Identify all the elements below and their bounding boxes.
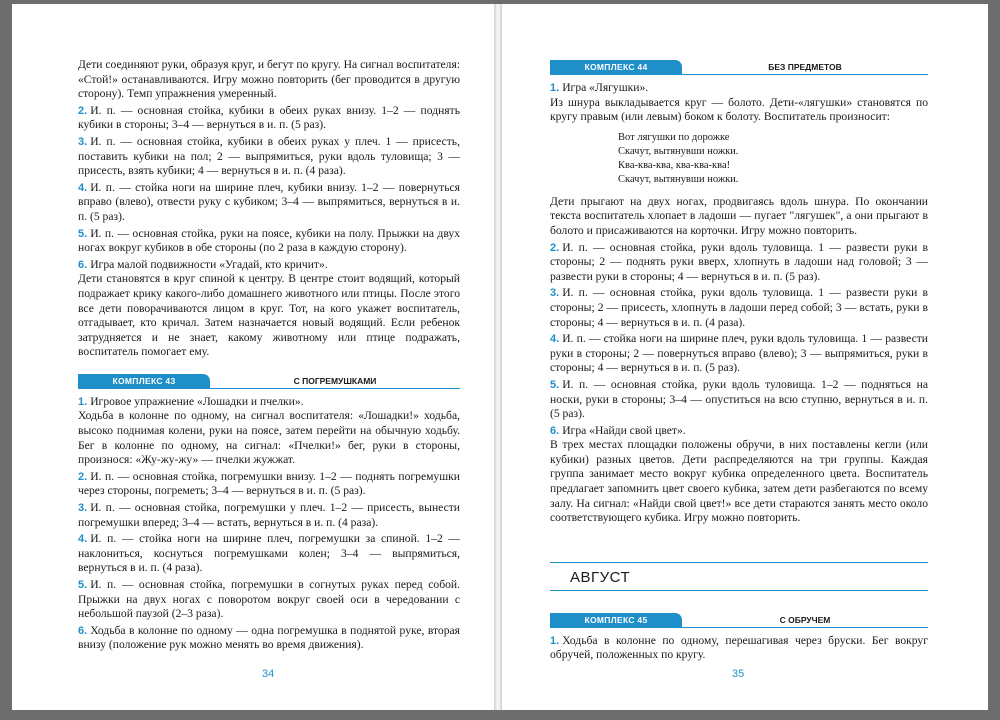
items-list-c [550,241,928,439]
list-item: 1. Ходьба в колонне по одному, перешагивая через бруски. Бег вокруг обручей, положенных по кругу. [550,633,928,662]
list-item: 3. И. п. — основная стойка, руки вдоль туловища. 1 — развести руки в стороны; 2 — присесть, хлопнуть в ладоши перед собой; 3 — встать, руки в стороны; 4 — вернуться в и. п. (4 раза). [550,286,928,329]
list-item: 3. И. п. — основная стойка, погремушки у плеч. 1–2 — присесть, вынести погремушки вперед; 3–4 — встать, вернуться в и. п. (4 раза). [78,501,460,529]
exercise-description: Дети прыгают на двух ногах, продвигаясь вдоль шнура. По окончании текста воспитатель хлопает в ладоши — пугает "лягушек", а они прыгают в болото и присаживаются на корточки. Игру можно повторить. [550,194,928,237]
list-item: 2. И. п. — основная стойка, кубики в обеих руках внизу. 1–2 — поднять кубики в стороны; 3–4 — вернуться в и. п. (5 раз). [78,103,460,132]
complex-44-header [550,60,928,75]
items-list-b [78,470,460,653]
items-list-a [78,104,460,273]
complex-tag: КОМПЛЕКС 43 [78,374,210,388]
list-item: 4. И. п. — стойка ноги на ширине плеч, кубики внизу. 1–2 — повернуться вправо (влево), отвести руку с кубиком; 3–4 — выпрямиться, вернуться в и. п. (5 раз). [78,180,460,223]
complex-subject: С ОБРУЧЕМ [779,614,831,625]
poem-line: Скачут, вытянувши ножки. [618,145,739,157]
poem-line: Вот лягушки по дорожке [618,131,730,143]
book-gutter [494,4,502,710]
complex-45-header [550,613,928,628]
page-number: 35 [732,668,745,680]
list-item: 6. Ходьба в колонне по одному — одна погремушка в поднятой руке, вторая внизу (положение рук можно менять во время движения). [78,623,460,652]
poem-line: Скачут, вытянувши ножки. [618,173,739,185]
complex-subject: С ПОГРЕМУШКАМИ [293,375,377,386]
exercise-description: Ходьба в колонне по одному, на сигнал воспитателя: «Лошадки!» ходьба, высоко поднимая колени, руки на поясе, затем перейти на обычную ходьбу. Бег в колонне по одному, на сигнал: «Пчелки!» бег, руки в стороны, произнося: «Жу-жу-жу» — пчелки жужжат. [78,409,460,467]
poem-block [550,131,928,187]
list-item: 4. И. п. — стойка ноги на ширине плеч, погремушки за спиной. 1–2 — наклониться, коснуться погремушками колен; 3–4 — выпрямиться, вернуться в и. п. (4 раза). [78,532,460,575]
page-number: 34 [262,668,275,680]
list-item: 4. И. п. — стойка ноги на ширине плеч, руки вдоль туловища. 1 — развести руки в стороны; 2 — повернуться вправо (влево); 3 — выпрямиться, руки в стороны; 4 — вернуться в и. п. (5 раз). [550,332,928,375]
list-item: 3. И. п. — основная стойка, кубики в обеих руках у плеч. 1 — присесть, поставить кубики на пол; 2 — выпрямиться, руки вдоль туловища; 3 — присесть, взять кубики; 4 — вернуться в и. п. (4 раза). [78,134,460,178]
list-item: 1. Игровое упражнение «Лошадки и пчелки». [78,394,304,408]
list-item: 1. Игра «Лягушки». [550,81,649,94]
left-page [12,4,494,710]
intro-paragraph: Дети соединяют руки, образуя круг, и бегут по кругу. На сигнал воспитателя: «Стой!» останавливаются. Игру можно повторить (бег проводится в другую сторону). Темп упражнения умеренный. [78,58,460,101]
list-item: 5. И. п. — основная стойка, руки вдоль туловища. 1–2 — подняться на носки, руки в стороны; 3–4 — опуститься на всю ступню, вернуться в и. п. (5 раз). [550,377,928,421]
right-page [502,4,988,710]
list-item: 5. И. п. — основная стойка, погремушки в согнутых руках перед собой. Прыжки на двух ногах с поворотом вокруг своей оси в чередовании с небольшой паузой (2–3 раза). [78,578,460,621]
poem-line: Ква-ква-ква, ква-ква-ква! [618,159,731,171]
exercise-description: Из шнура выкладывается круг — болото. Дети-«лягушки» становятся по кругу правым (или левым) боком к болоту. Воспитатель произносит: [550,95,928,124]
list-item: 2. И. п. — основная стойка, погремушки внизу. 1–2 — поднять погремушки через стороны, погреметь; 3–4 — вернуться в и. п. (5 раз). [78,469,460,498]
complex-tag: КОМПЛЕКС 44 [550,60,682,74]
complex-tag: КОМПЛЕКС 45 [550,613,682,627]
game-description: Дети становятся в круг спиной к центру. В центре стоит водящий, который подражает крику какого-либо домашнего животного или птицы. После этого все дети поворачиваются лицом в круг. Тот, на кого укажет воспитатель, отгадывает, кто кричал. Затем назначается новый водящий. Если ребенок затрудняется и не знает, какому животному или птице подражать, воспитатель помогает ему. [78,272,460,359]
list-item: 2. И. п. — основная стойка, руки вдоль туловища. 1 — развести руки в стороны; 2 — поднять руки вверх, хлопнуть в ладоши над головой; 3 — развести руки в стороны; 4 — вернуться в и. п. (5 раз). [550,240,928,283]
game-description: В трех местах площадки положены обручи, в них поставлены кегли (или кубики) разных цветов. Дети распределяются на три группы. Каждая группа занимает место вокруг кубика определенного цвета. Воспитатель предлагает запомнить цвет своего кубика, затем дети разбегаются по всему залу. На сигнал: «Найди свой цвет!» все дети стараются занять место около соответствующего кубика. Игру можно повторить. [550,438,928,525]
complex-subject: БЕЗ ПРЕДМЕТОВ [768,62,842,72]
list-item: 6. Игра малой подвижности «Угадай, кто кричит». [78,257,328,271]
complex-43-header [78,374,460,389]
list-item: 6. Игра «Найди свой цвет». [550,423,686,437]
list-item: 5. И. п. — основная стойка, руки на поясе, кубики на полу. Прыжки на двух ногах вокруг кубиков в обе стороны (по 2 раза в каждую сторону). [78,226,460,255]
month-heading: АВГУСТ [550,562,928,591]
